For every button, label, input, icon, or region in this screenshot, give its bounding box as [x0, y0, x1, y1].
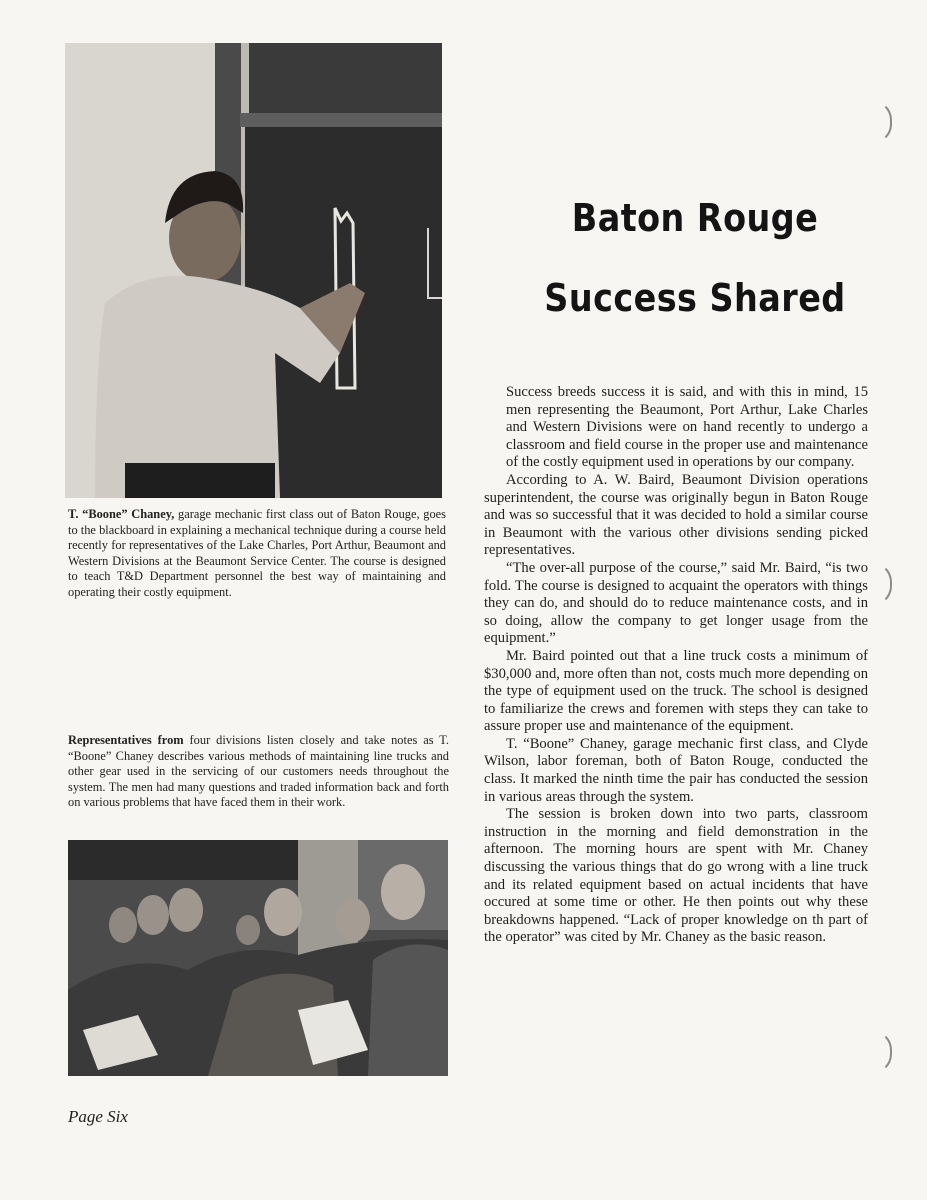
article-paragraph: Success breeds success it is said, and with this in mind, 15 men representing the Beaumont, Port Arthur, Lake Charles and Western Divisions were on hand recently to undergo a classroom and field course in the proper use and maintenance of the costly equipment used in operations by our company. [506, 384, 868, 471]
headline-line-1: Baton Rouge [571, 196, 819, 240]
article-body [484, 384, 868, 947]
photo1-caption-text: garage mechanic first class out of Baton Rouge, goes to the blackboard in explaining a mechanical technique during a course held recently for representatives of the Lake Charles, Port Arthur, Beaumont and Western Divisions at the Beaumont Service Center. The course is designed to teach T&D Department personnel the best way of maintaining and operating their costly equipment. [68, 507, 447, 599]
photo2-caption [68, 733, 449, 811]
article-paragraph: “The over-all purpose of the course,” said Mr. Baird, “is two fold. The course is designed to acquaint the operators with things they can do, and should do to reduce maintenance costs, and in so doing, allow the company to get longer usage from the equipment.” [484, 559, 868, 647]
article-paragraph: According to A. W. Baird, Beaumont Division operations superintendent, the course was originally begun in Baton Rouge and was so successful that it was decided to hold a similar course in Beaumont with the various other divisions sending picked representatives. [484, 471, 868, 559]
article-paragraph: The session is broken down into two parts, classroom instruction in the morning and field demonstration in the afternoon. The morning hours are spent with Mr. Chaney discussing the various things that do go wrong with a line truck and its related equipment based on actual incidents that have occured at some time or other. He then points out why these breakdowns happened. “Lack of proper knowledge on th part of the operator” was cited by Mr. Chaney as the basic reason. [484, 806, 868, 946]
photo1-caption-lead: T. “Boone” Chaney, [68, 507, 175, 521]
blackboard-photo [65, 43, 442, 498]
article-paragraph: T. “Boone” Chaney, garage mechanic first class, and Clyde Wilson, labor foreman, both of Baton Rouge, conducted the class. It marked the ninth time the pair has conducted the session in various areas through the system. [484, 735, 868, 805]
article-paragraph: Mr. Baird pointed out that a line truck costs a minimum of $30,000 and, more often than not, costs much more depending on the type of equipment used on the truck. The school is designed to familiarize the crews and foremen with steps they can take to assure proper use and maintenance of the equipment. [484, 647, 868, 735]
article-headline [523, 178, 866, 338]
photo2-caption-lead: Representatives from [68, 733, 184, 747]
photo2-caption-text: four divisions listen closely and take notes as T. “Boone” Chaney describes various methods of maintaining line trucks and other gear used in the servicing of our customers needs throughout the system. The men had many questions and traded information back and forth on various problems that have faced them in their work. [68, 733, 450, 810]
page-number: Page Six [68, 1107, 128, 1126]
binder-hole-mark [866, 562, 892, 606]
headline-line-2: Success Shared [544, 276, 846, 320]
audience-photo [68, 840, 448, 1076]
photo1-caption [68, 507, 446, 601]
binder-hole-mark [866, 1030, 892, 1074]
binder-hole-mark [866, 100, 892, 144]
